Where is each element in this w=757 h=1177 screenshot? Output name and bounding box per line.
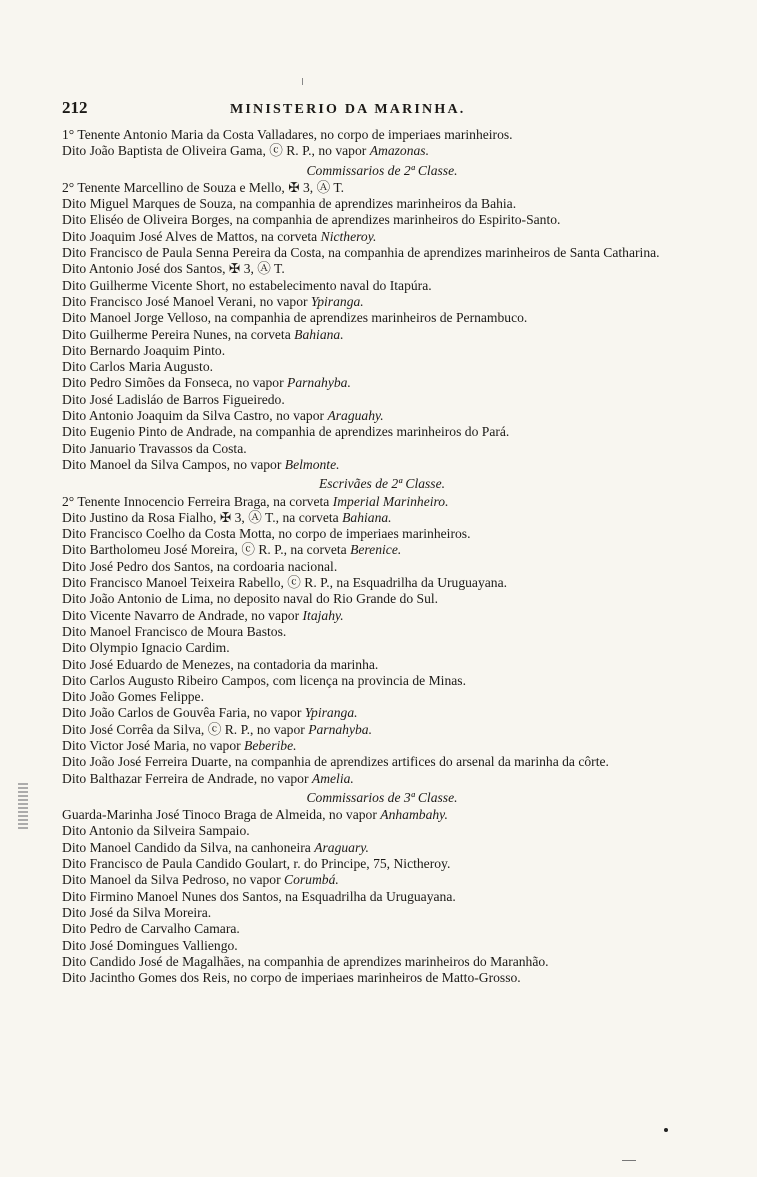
vessel-name: Parnahyba. bbox=[308, 721, 372, 737]
roster-entry: Dito José Eduardo de Menezes, na contadoria da marinha. bbox=[62, 656, 379, 672]
roster-entry: Dito Francisco José Manoel Verani, no vapor Ypiranga. bbox=[62, 293, 364, 309]
margin-stain bbox=[18, 783, 28, 831]
vessel-name: Ypiranga. bbox=[310, 293, 364, 309]
roster-entry: Dito Manoel da Silva Campos, no vapor Belmonte. bbox=[62, 456, 340, 472]
roster-entry: Dito José Ladisláo de Barros Figueiredo. bbox=[62, 391, 285, 407]
roster-entry: Dito Carlos Maria Augusto. bbox=[62, 359, 214, 375]
roster-entry: Dito Eugenio Pinto de Andrade, na companhia de aprendizes marinheiros do Pará. bbox=[62, 424, 510, 440]
roster-entry: Dito Bernardo Joaquim Pinto. bbox=[62, 342, 226, 358]
roster-entry: Dito Carlos Augusto Ribeiro Campos, com licença na provincia de Minas. bbox=[62, 672, 466, 688]
roster-entry: Dito Jacintho Gomes dos Reis, no corpo de imperiaes marinheiros de Matto-Grosso. bbox=[62, 970, 521, 986]
vessel-name: Imperial Marinheiro. bbox=[332, 493, 449, 509]
vessel-name: Anhambahy. bbox=[380, 807, 448, 823]
vessel-name: Corumbá. bbox=[284, 872, 339, 888]
roster-entry: Dito Eliséo de Oliveira Borges, na companhia de aprendizes marinheiros do Espirito-Santo. bbox=[62, 212, 561, 228]
roster-entry: Dito Guilherme Pereira Nunes, na corveta Bahiana. bbox=[62, 326, 344, 342]
roster-entry: Dito José Domingues Valliengo. bbox=[62, 937, 238, 953]
roster-entry: Dito Antonio da Silveira Sampaio. bbox=[62, 823, 250, 839]
roster-entry: Dito Joaquim José Alves de Mattos, na corveta Nictheroy. bbox=[62, 228, 377, 244]
vessel-name: Parnahyba. bbox=[287, 375, 351, 391]
vessel-name: Araguahy. bbox=[327, 408, 384, 424]
roster-entry: Dito Manoel Francisco de Moura Bastos. bbox=[62, 623, 287, 639]
roster-entry: Dito João José Ferreira Duarte, na companhia de aprendizes artifices do arsenal da marinha da côrte. bbox=[62, 754, 609, 770]
vessel-name: Amelia. bbox=[311, 770, 354, 786]
roster-entry: Dito Januario Travassos da Costa. bbox=[62, 440, 247, 456]
roster-entry: Dito Manoel da Silva Pedroso, no vapor Corumbá. bbox=[62, 872, 339, 888]
roster-entry: Dito José Pedro dos Santos, na cordoaria nacional. bbox=[62, 558, 338, 574]
roster-entry: Dito Guilherme Vicente Short, no estabelecimento naval do Itapúra. bbox=[62, 277, 432, 293]
ink-dot bbox=[664, 1128, 668, 1132]
vessel-name: Araguary. bbox=[314, 839, 369, 855]
vessel-name: Bahiana. bbox=[342, 509, 392, 525]
roster-entry: Dito João Baptista de Oliveira Gama, ⓒ R. P., no vapor Amazonas. bbox=[62, 143, 429, 159]
roster-entry: Dito Candido José de Magalhães, na companhia de aprendizes marinheiros do Maranhão. bbox=[62, 953, 549, 969]
roster-section bbox=[62, 476, 702, 787]
roster-entry: Dito Francisco Coelho da Costa Motta, no corpo de imperiaes marinheiros. bbox=[62, 526, 471, 542]
vessel-name: Ypiranga. bbox=[304, 705, 358, 721]
roster-entry: Dito Miguel Marques de Souza, na companhia de aprendizes marinheiros da Bahia. bbox=[62, 196, 517, 212]
roster-entry: Dito João Antonio de Lima, no deposito naval do Rio Grande do Sul. bbox=[62, 591, 439, 607]
section-heading: Commissarios de 3ª Classe. bbox=[306, 789, 458, 805]
vessel-name: Bahiana. bbox=[294, 326, 344, 342]
printer-mark bbox=[302, 78, 303, 85]
vessel-name: Amazonas. bbox=[369, 143, 429, 159]
running-title: MINISTERIO DA MARINHA. bbox=[230, 102, 466, 117]
roster-entry: Guarda-Marinha José Tinoco Braga de Almeida, no vapor Anhambahy. bbox=[62, 807, 448, 823]
roster-entry: Dito Francisco de Paula Candido Goulart, r. do Principe, 75, Nictheroy. bbox=[62, 856, 451, 872]
section-heading: Commissarios de 2ª Classe. bbox=[306, 162, 458, 178]
page-number: 212 bbox=[62, 98, 88, 117]
roster-entry: 2° Tenente Marcellino de Souza e Mello, ✠ 3, Ⓐ T. bbox=[62, 179, 345, 195]
roster-entry: 1° Tenente Antonio Maria da Costa Valladares, no corpo de imperiaes marinheiros. bbox=[62, 127, 513, 142]
roster-entry: Dito Firmino Manoel Nunes dos Santos, na Esquadrilha da Uruguayana. bbox=[62, 888, 456, 904]
vessel-name: Berenice. bbox=[350, 542, 402, 558]
vessel-name: Nictheroy. bbox=[320, 228, 377, 244]
roster-section bbox=[62, 127, 702, 160]
roster-entry: Dito Antonio Joaquim da Silva Castro, no vapor Araguahy. bbox=[62, 408, 384, 424]
page-header bbox=[62, 100, 702, 122]
roster-entry: Dito Pedro Simões da Fonseca, no vapor Parnahyba. bbox=[62, 375, 351, 391]
document-page bbox=[62, 100, 702, 989]
roster-entry: Dito Bartholomeu José Moreira, ⓒ R. P., na corveta Berenice. bbox=[62, 542, 402, 558]
roster-entry: Dito Victor José Maria, no vapor Beberibe. bbox=[62, 737, 297, 753]
roster-entry: Dito Balthazar Ferreira de Andrade, no vapor Amelia. bbox=[62, 770, 354, 786]
roster-entry: Dito Francisco Manoel Teixeira Rabello, ⓒ R. P., na Esquadrilha da Uruguayana. bbox=[62, 575, 508, 591]
roster-entry: Dito Manoel Candido da Silva, na canhoneira Araguary. bbox=[62, 839, 369, 855]
roster-entry: Dito Justino da Rosa Fialho, ✠ 3, Ⓐ T., na corveta Bahiana. bbox=[62, 509, 392, 525]
vessel-name: Beberibe. bbox=[244, 737, 297, 753]
roster-entry: Dito Pedro de Carvalho Camara. bbox=[62, 921, 240, 937]
roster-entry: Dito Vicente Navarro de Andrade, no vapor Itajahy. bbox=[62, 607, 344, 623]
roster-entry: Dito Antonio José dos Santos, ✠ 3, Ⓐ T. bbox=[62, 261, 285, 277]
vessel-name: Belmonte. bbox=[284, 456, 340, 472]
roster-entry: Dito João Carlos de Gouvêa Faria, no vapor Ypiranga. bbox=[62, 705, 358, 721]
printer-mark-bottom bbox=[622, 1160, 636, 1161]
roster-entry: Dito José Corrêa da Silva, ⓒ R. P., no vapor Parnahyba. bbox=[62, 721, 372, 737]
roster-entry: Dito Olympio Ignacio Cardim. bbox=[62, 640, 230, 656]
roster-entry: Dito Francisco de Paula Senna Pereira da Costa, na companhia de aprendizes marinheiros de Santa Catharina. bbox=[62, 245, 660, 261]
roster-entry: Dito João Gomes Felippe. bbox=[62, 689, 204, 705]
roster-section bbox=[62, 163, 702, 474]
vessel-name: Itajahy. bbox=[302, 607, 344, 623]
section-heading: Escrivães de 2ª Classe. bbox=[318, 476, 446, 492]
roster-section bbox=[62, 790, 702, 987]
roster-entry: Dito Manoel Jorge Velloso, na companhia de aprendizes marinheiros de Pernambuco. bbox=[62, 310, 528, 326]
roster-entry: Dito José da Silva Moreira. bbox=[62, 904, 212, 920]
roster-entry: 2° Tenente Innocencio Ferreira Braga, na corveta Imperial Marinheiro. bbox=[62, 493, 449, 509]
roster-body bbox=[62, 127, 702, 986]
